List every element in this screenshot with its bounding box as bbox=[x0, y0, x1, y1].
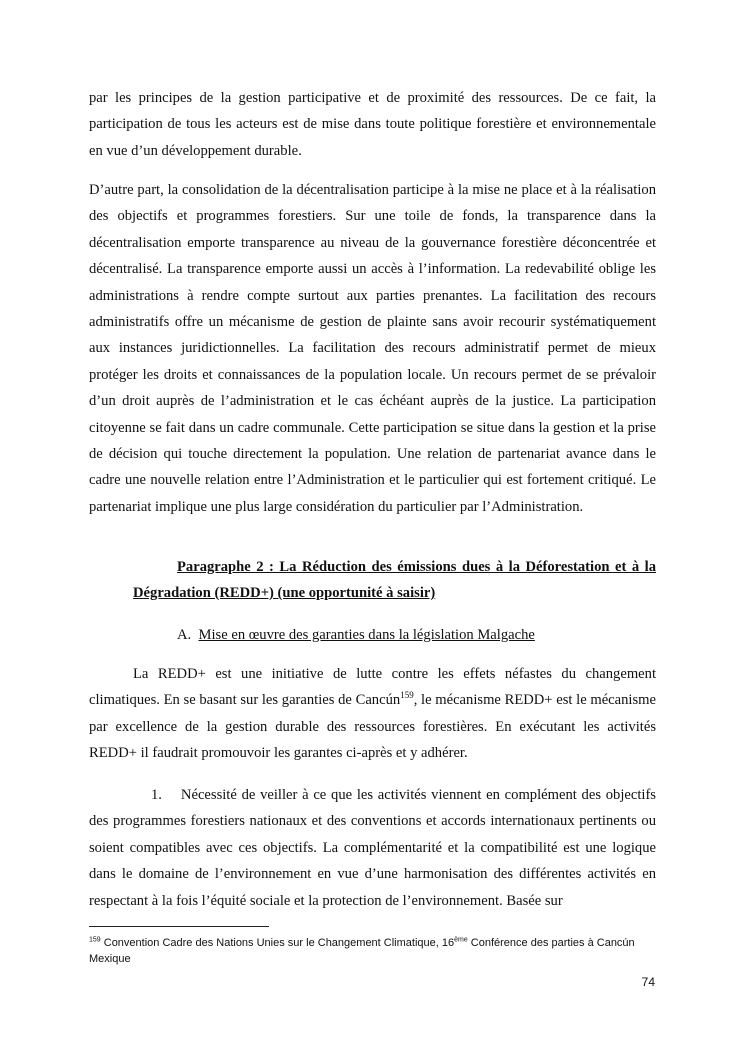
subheading-number: A. bbox=[177, 627, 192, 643]
footnote-reference[interactable]: 159 bbox=[400, 690, 414, 701]
paragraph-3-part-2: , le mécanisme REDD+ est le mécanisme par excellence de la gestion durable des ressources forestières. En exécutant les activités REDD+ il faudrait promouvoir les garantes ci-après et y adhérer. bbox=[89, 692, 657, 762]
subheading bbox=[177, 622, 535, 648]
footnote-superscript: ème bbox=[454, 936, 468, 944]
page-number: 74 bbox=[641, 975, 655, 989]
paragraph-2: D’autre part, la consolidation de la décentralisation participe à la mise ne place et à la réalisation des objectifs et programmes forestiers. Sur une toile de fonds, la transparence dans la décentralisation emporte transparence au niveau de la gouvernance forestière déconcentrée et décentralisé. La transparence emporte aussi un accès à l’information. La redevabilité oblige les administrations à rendre compte surtout aux parties prenantes. La facilitation des recours administratifs offre un mécanisme de gestion de plainte sans avoir recourir systématiquement aux instances juridictionnelles. La facilitation des recours administratif permet de mieux protéger les droits et connaissances de la population locale. Un recours permet de se prévaloir d’un droit auprès de l’administration et le cas échéant auprès de la justice. La participation citoyenne se fait dans un cadre communale. Cette participation se situe dans la gestion et la prise de décision qui touche directement la population. Une relation de partenariat avance dans le cadre une nouvelle relation entre l’Administration et le particulier qui est fortement critiqué. Le partenariat implique une plus large considération du particulier par l’Administration. bbox=[89, 182, 656, 515]
numbered-item-1 bbox=[89, 782, 656, 914]
numbered-item-text: Nécessité de veiller à ce que les activités viennent en complément des objectifs des programmes forestiers nationaux et des conventions et accords internationaux pertinents ou soient compatibles avec ces objectifs. La complémentarité et la compatibilité est une logique dans le domaine de l’environnement en vue d’une harmonisation des différentes activités en respectant à la fois l’équité sociale et la protection de l’environnement. Basée sur bbox=[89, 787, 656, 909]
footnote-number: 159 bbox=[89, 936, 101, 944]
section-heading-line-2: Dégradation (REDD+) (une opportunité à saisir) bbox=[133, 585, 436, 601]
paragraph-3 bbox=[89, 661, 656, 767]
footnote bbox=[89, 935, 659, 967]
footnote-text-1: Convention Cadre des Nations Unies sur le Changement Climatique, 16 bbox=[100, 937, 455, 949]
footnote-text-2: Conférence des parties à Cancún Mexique bbox=[89, 937, 635, 965]
subheading-text: Mise en œuvre des garanties dans la législation Malgache bbox=[198, 627, 535, 643]
section-heading-line-1: Paragraphe 2 : La Réduction des émissions dues à la Déforestation et à la bbox=[177, 559, 656, 575]
paragraph-1: par les principes de la gestion participative et de proximité des ressources. De ce fait, la participation de tous les acteurs est de mise dans toute politique forestière et environnementale en vue d’un développement durable. bbox=[89, 90, 656, 159]
section-heading bbox=[133, 554, 656, 606]
footnote-separator bbox=[89, 926, 269, 927]
list-number: 1. bbox=[151, 787, 162, 803]
paragraph-3-part-1: La REDD+ est une initiative de lutte contre les effets néfastes du changement climatiques. En se basant sur les garanties de Cancún bbox=[89, 666, 656, 709]
